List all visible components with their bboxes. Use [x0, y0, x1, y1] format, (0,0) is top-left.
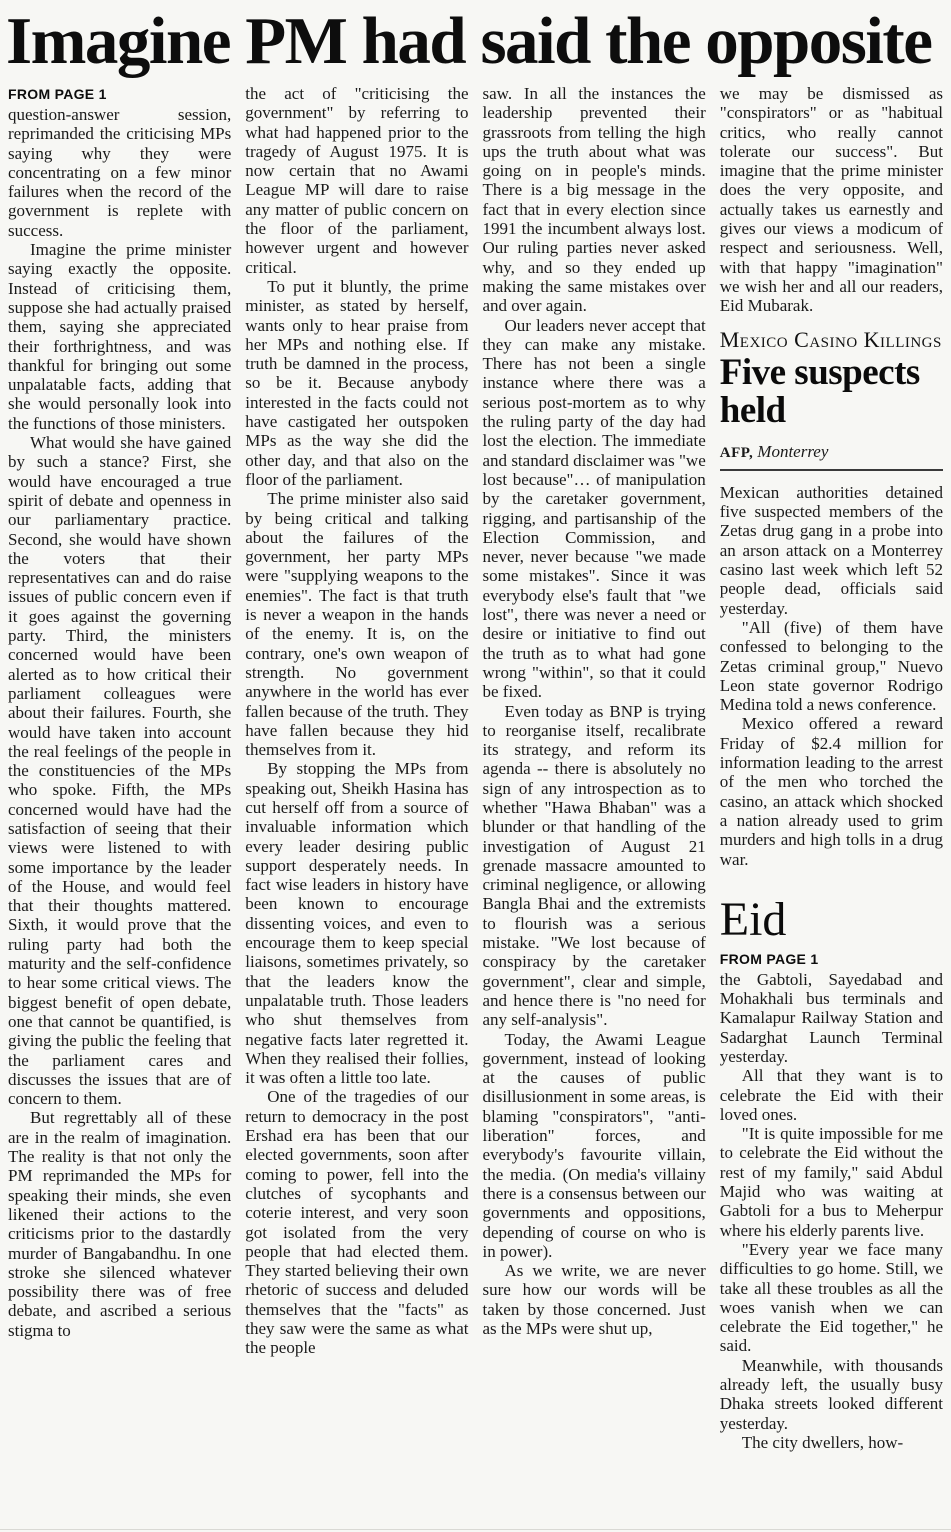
column-2: [245, 84, 468, 1358]
article-paragraph: "Every year we face many difficulties to go home. Still, we take all these troubles as all the woes vanish when we can celebrate the Eid together," he said.: [719, 1239, 943, 1356]
article-paragraph: Mexico offered a reward Friday of $2.4 million for information leading to the arrest of the men who torched the casino, an attack which shocked a nation already used to grim murders and high tolls in a drug war.: [719, 714, 943, 869]
article-paragraph: Imagine the prime minister saying exactly the opposite. Instead of criticising them, suppose she had actually praised them, saying she appreciated their forthrightness, and was thankful for bringing out some unpalatable facts, adding that she would personally look into the functions of those ministers.: [8, 240, 232, 433]
article-paragraph: Even today as BNP is trying to reorganise itself, recalibrate its strategy, and reform its agenda -- there is absolutely no sign of any introspection as to whether "Hawa Bhaban" was a blunder or that handling of the investigation of August 21 grenade massacre amounted to criminal negligence, or allowing Bangla Bhai and the extremists to flourish was a serious mistake. "We lost because of conspiracy by the caretaker government", clear and simple, and hence there is "no need for any self-analysis".: [482, 701, 706, 1030]
article-paragraph: we may be dismissed as "conspirators" or as "habitual critics, who really cannot tolerate our success". But imagine that the prime minister does the very opposite, and actually takes us earnestly and gives our views a modicum of respect and seriousness. Well, with that happy "imagination" we wish her and all our readers, Eid Mubarak.: [719, 84, 943, 316]
main-headline: Imagine PM had said the opposite: [6, 4, 932, 78]
brief-kicker: Mexico Casino Killings: [719, 326, 942, 352]
byline-agency: AFP,: [719, 444, 754, 461]
article-paragraph: One of the tragedies of our return to democracy in the post Ershad era has been that our elected governments, soon after coming to power, fell into the clutches of sycophants and coterie interest, and very soon got isolated from the very people that had elected them. They started believing their own rhetoric of success and deluded themselves that the "facts" as they saw were the same as what the people: [245, 1087, 469, 1358]
article-paragraph: The prime minister also said by being critical and talking about the failures of the government, her party MPs were "supplying weapons to the enemies". The fact is that truth is never a weapon in the hands of the enemy. It is, on the contrary, one's own weapon of strength. No government anywhere in the world has ever fallen because of the truth. They have fallen because they hid themselves from it.: [245, 489, 469, 760]
article-paragraph: saw. In all the instances the leadership prevented their grassroots from telling the high ups the truth about what was going on in people's minds. There is a big message in the fact that in every election since 1991 the incumbent always lost. Our ruling parties never asked why, and so they ended up making the same mistakes over and over again.: [482, 84, 706, 316]
article-columns: [0, 84, 951, 1452]
byline-rule: [720, 469, 943, 471]
continuation-label: FROM PAGE 1: [719, 950, 819, 967]
article-paragraph: What would she have gained by such a stance? First, she would have encouraged a true spirit of debate and openness in our parliamentary practice. Second, she would have shown the voters that their representatives can and do raise issues of public concern even if it goes against the governing party. Third, the ministers concerned would have been alerted as to how critical their parliament colleagues were about their failures. Fourth, she would have taken into account the real feelings of the people in the constituencies of the MPs who spoke. Fifth, the MPs concerned would have had the satisfaction of seeing that their views were listened to with some importance by the leader of the House, and would feel that their thoughts mattered. Sixth, it would prove that the ruling party had both the maturity and the self-confidence to hear some critical views. The biggest benefit of open debate, one that cannot be quantified, is giving the public the feeling that the parliament cares and discusses the issues that are of concern to them.: [8, 433, 232, 1109]
article-paragraph: the act of "criticising the government" by referring to what had happened prior to the tragedy of August 1975. It is now certain that no Awami League MP will dare to raise any matter of public concern on the floor of the parliament, however urgent and however critical.: [245, 84, 469, 277]
eid-headline: Eid: [719, 892, 787, 946]
page-bottom-rule: [0, 1529, 951, 1530]
article-paragraph: "All (five) of them have confessed to belonging to the Zetas criminal group," Nuevo Leon state governor Rodrigo Medina told a news conference.: [719, 617, 943, 715]
article-paragraph: Meanwhile, with thousands already left, the usually busy Dhaka streets looked different yesterday.: [719, 1355, 943, 1433]
article-paragraph: The city dwellers, how-: [741, 1432, 904, 1452]
column-4: [720, 84, 943, 1452]
article-paragraph: As we write, we are never sure how our words will be taken by those concerned. Just as the MPs were shut up,: [482, 1261, 706, 1338]
article-paragraph: To put it bluntly, the prime minister, as stated by herself, wants only to hear praise from her MPs and nothing else. If truth be damned in the process, so be it. Because anybody interested in the facts could not have castigated her outspoken MPs as the way she did the other day, and that also on the floor of the parliament.: [245, 276, 469, 489]
article-paragraph: "It is quite impossible for me to celebrate the Eid without the rest of my family," said Abdul Majid who was waiting at Gabtoli for a bus to Meherpur where his elderly parents live.: [719, 1124, 943, 1240]
article-paragraph: Today, the Awami League government, instead of looking at the causes of public disillusionment in some areas, is blaming "conspirators", "anti-liberation" forces, and everybody's favourite villain, the media. (On media's villainy there is a consensus between our governments and oppositions, depending of course on who is in power).: [482, 1029, 706, 1261]
article-paragraph: the Gabtoli, Sayedabad and Mohakhali bus terminals and Kamalapur Railway Station and Sadarghat Launch Terminal yesterday.: [719, 969, 943, 1066]
article-paragraph: question-answer session, reprimanded the criticising MPs saying why they were concentrating on a few minor failures when the record of the government is replete with success.: [8, 105, 232, 240]
column-3: [483, 84, 706, 1338]
article-paragraph: But regrettably all of these are in the realm of imagination. The reality is that not only the PM reprimanded the MPs for speaking their minds, she even likened their actions to the criticisms prior to the dastardly murder of Bangabandhu. In one stroke she silenced whatever possibility there was of free debate, and ascribed a serious stigma to: [8, 1108, 232, 1340]
article-paragraph: By stopping the MPs from speaking out, Sheikh Hasina has cut herself off from a source of invaluable information which every leader desiring public support desperately needs. In fact wise leaders in history have been known to encourage dissenting voices, and even to encourage them to keep special liaisons, sometimes privately, so that the leaders know the unpalatable truth. Those leaders who shut themselves from negative facts later regretted it. When they realised their follies, it was often a little too late.: [245, 759, 469, 1088]
continuation-label: FROM PAGE 1: [8, 86, 107, 102]
byline: [720, 442, 943, 463]
article-paragraph: Our leaders never accept that they can make any mistake. There has not been a single instance where there was a serious post-mortem as to why the ruling party of the day had lost the election. The immediate and standard disclaimer was "we lost because"… of manipulation by the caretaker government, rigging, and partisanship of the Election Commission, and never, never because "we made some mistakes". Since it was everybody else's fault that "we lost", there was never a need or desire or initiative to find out the truth as to what had gone wrong "within", so that it could be fixed.: [482, 315, 706, 702]
article-paragraph: All that they want is to celebrate the Eid with their loved ones.: [719, 1066, 943, 1124]
article-paragraph: Mexican authorities detained five suspected members of the Zetas drug gang in a probe into an arson attack on a Monterrey casino last week which left 52 people dead, officials said yesterday.: [719, 482, 943, 618]
column-1: [8, 84, 231, 1340]
byline-location: Monterrey: [757, 441, 829, 461]
brief-headline: Five suspects held: [719, 351, 920, 431]
